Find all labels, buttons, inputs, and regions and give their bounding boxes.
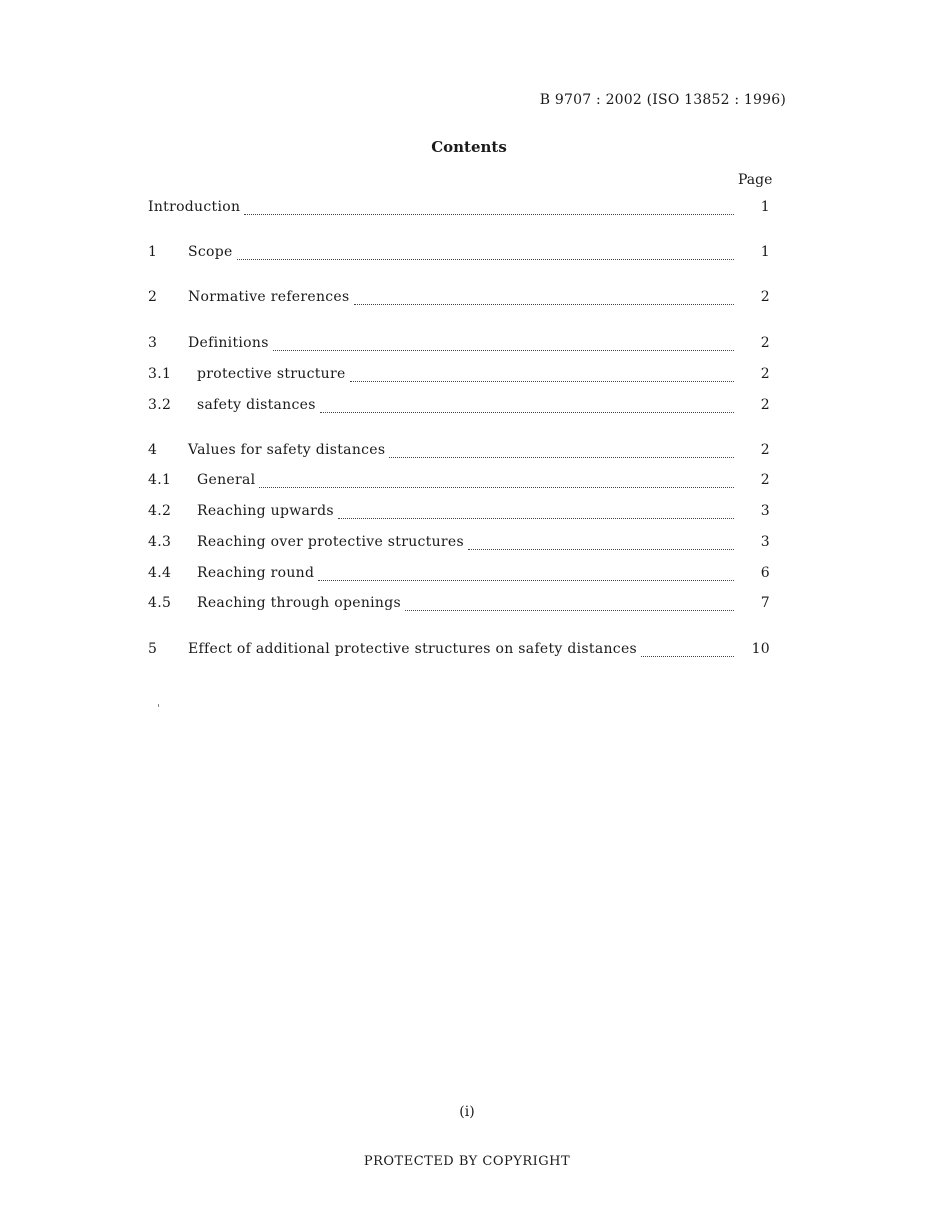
toc-entry-4-4[interactable] <box>148 565 774 585</box>
dot-leader <box>354 303 735 305</box>
dot-leader <box>259 486 734 488</box>
toc-entry-number: 5 <box>148 641 158 657</box>
toc-entry-page: 2 <box>760 366 770 382</box>
toc-entry-page: 6 <box>760 565 770 581</box>
toc-entry-title: Scope <box>188 244 233 260</box>
dot-leader <box>320 411 734 413</box>
toc-entry-number: 4.2 <box>148 503 172 519</box>
toc-entry-introduction[interactable] <box>148 199 774 219</box>
toc-entry-2[interactable] <box>148 289 774 309</box>
toc-entry-number: 4.1 <box>148 472 172 488</box>
toc-entry-page: 2 <box>760 289 770 305</box>
toc-entry-page: 2 <box>760 472 770 488</box>
toc-entry-title: safety distances <box>197 397 316 413</box>
dot-leader <box>237 258 734 260</box>
toc-entry-title: Definitions <box>188 335 269 351</box>
toc-entry-page: 2 <box>760 335 770 351</box>
dot-leader <box>389 456 734 458</box>
toc-entry-number: 3.2 <box>148 397 172 413</box>
scan-speck <box>158 704 159 707</box>
document-reference: B 9707 : 2002 (ISO 13852 : 1996) <box>539 92 786 108</box>
toc-entry-title: protective structure <box>197 366 346 382</box>
toc-entry-4-5[interactable] <box>148 595 774 615</box>
copyright-footer: PROTECTED BY COPYRIGHT <box>363 1154 571 1169</box>
toc-entry-3[interactable] <box>148 335 774 355</box>
toc-entry-3-2[interactable] <box>148 397 774 417</box>
page-title: Contents <box>431 138 507 156</box>
toc-entry-number: 2 <box>148 289 158 305</box>
toc-entry-number: 4 <box>148 442 158 458</box>
toc-entry-page: 3 <box>760 503 770 519</box>
toc-entry-title: Introduction <box>148 199 241 215</box>
toc-entry-page: 1 <box>760 199 770 215</box>
toc-entry-4-1[interactable] <box>148 472 774 492</box>
toc-entry-page: 7 <box>760 595 770 611</box>
page-number: (i) <box>459 1104 475 1120</box>
toc-entry-title: Values for safety distances <box>188 442 386 458</box>
toc-entry-4[interactable] <box>148 442 774 462</box>
toc-entry-number: 1 <box>148 244 158 260</box>
toc-entry-4-2[interactable] <box>148 503 774 523</box>
toc-entry-page: 1 <box>760 244 770 260</box>
toc-entry-page: 2 <box>760 397 770 413</box>
toc-entry-title: Effect of additional protective structures on safety distances <box>188 641 638 657</box>
toc-entry-number: 4.3 <box>148 534 172 550</box>
toc-entry-page: 2 <box>760 442 770 458</box>
toc-entry-title: Reaching through openings <box>197 595 401 611</box>
toc-entry-number: 3 <box>148 335 158 351</box>
toc-entry-number: 3.1 <box>148 366 172 382</box>
toc-entry-title: Reaching upwards <box>197 503 334 519</box>
dot-leader <box>350 380 734 382</box>
toc-entry-title: General <box>197 472 256 488</box>
dot-leader <box>641 655 734 657</box>
dot-leader <box>338 517 734 519</box>
toc-entry-title: Reaching round <box>197 565 315 581</box>
toc-entry-1[interactable] <box>148 244 774 264</box>
toc-entry-number: 4.5 <box>148 595 172 611</box>
toc-entry-number: 4.4 <box>148 565 172 581</box>
toc-entry-title: Reaching over protective structures <box>197 534 464 550</box>
toc-entry-page: 3 <box>760 534 770 550</box>
dot-leader <box>318 579 734 581</box>
toc-entry-4-3[interactable] <box>148 534 774 554</box>
dot-leader <box>468 548 734 550</box>
page-column-header: Page <box>738 172 773 188</box>
toc-entry-5[interactable] <box>148 641 774 661</box>
dot-leader <box>244 213 734 215</box>
dot-leader <box>405 609 734 611</box>
toc-entry-3-1[interactable] <box>148 366 774 386</box>
dot-leader <box>273 349 734 351</box>
toc-entry-page: 10 <box>751 641 770 657</box>
toc-entry-title: Normative references <box>188 289 350 305</box>
